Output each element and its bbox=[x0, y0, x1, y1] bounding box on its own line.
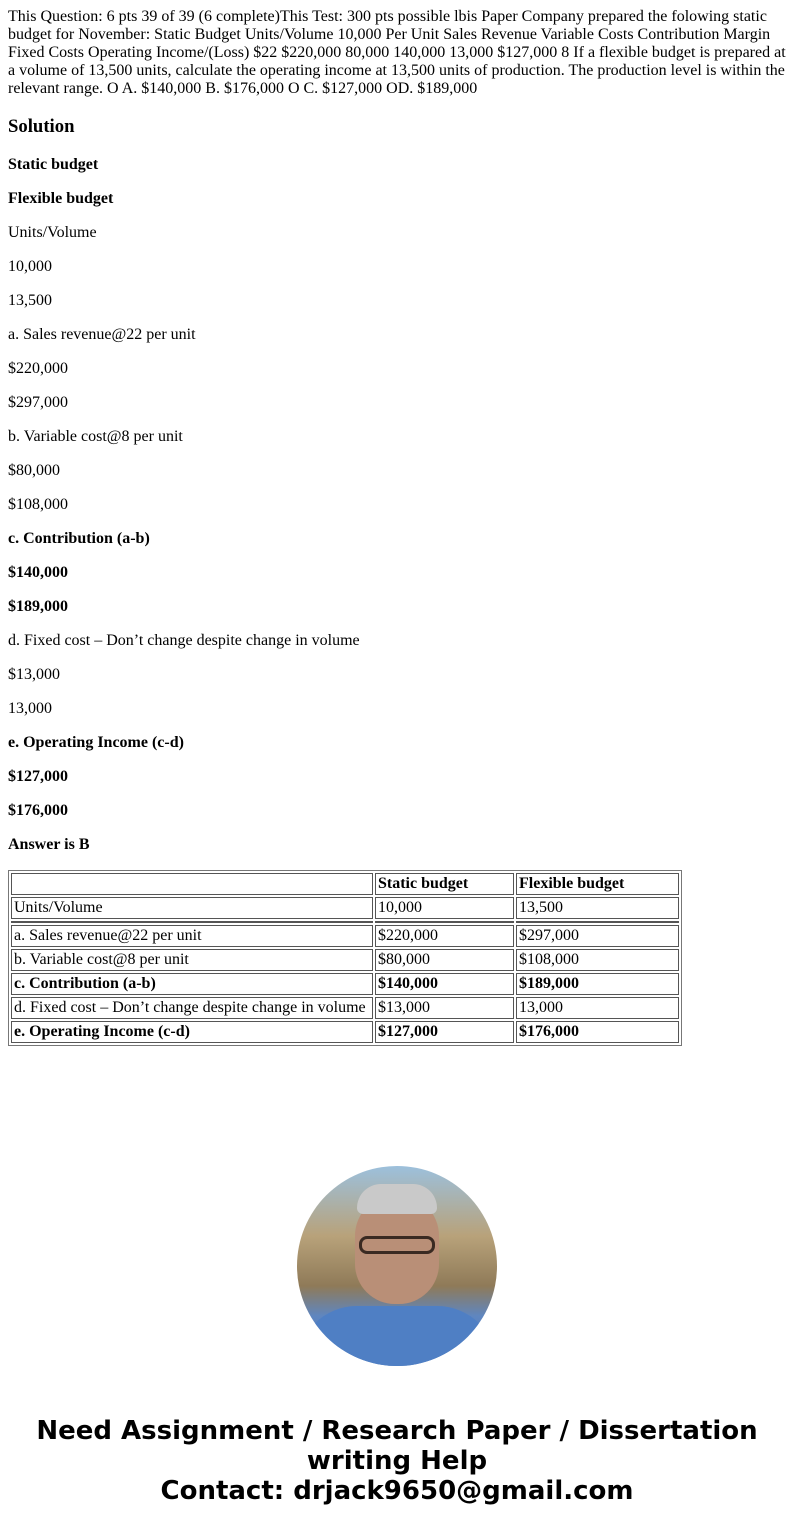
solution-line: Answer is B bbox=[8, 836, 90, 853]
solution-line: $13,000 bbox=[8, 666, 60, 683]
table-row bbox=[11, 925, 679, 947]
table-cell: 10,000 bbox=[375, 897, 514, 919]
solution-line: 10,000 bbox=[8, 258, 52, 275]
footer-help-text: Need Assignment / Research Paper / Dissertation writing Help bbox=[36, 1416, 758, 1476]
table-row bbox=[11, 1021, 679, 1043]
table-cell: $176,000 bbox=[516, 1021, 679, 1043]
table-row bbox=[11, 973, 679, 995]
table-row bbox=[11, 949, 679, 971]
footer-banner bbox=[8, 1416, 786, 1506]
table-cell: d. Fixed cost – Don’t change despite change in volume bbox=[11, 997, 373, 1019]
budget-table bbox=[8, 870, 682, 1046]
solution-line: c. Contribution (a-b) bbox=[8, 530, 150, 547]
solution-line: $176,000 bbox=[8, 802, 68, 819]
solution-line: 13,500 bbox=[8, 292, 52, 309]
table-cell: 13,000 bbox=[516, 997, 679, 1019]
table-cell: a. Sales revenue@22 per unit bbox=[11, 925, 373, 947]
table-cell: $297,000 bbox=[516, 925, 679, 947]
solution-line: a. Sales revenue@22 per unit bbox=[8, 326, 196, 343]
table-header-row bbox=[11, 873, 679, 895]
solution-line: b. Variable cost@8 per unit bbox=[8, 428, 183, 445]
solution-line: $127,000 bbox=[8, 768, 68, 785]
table-cell: $80,000 bbox=[375, 949, 514, 971]
table-cell: b. Variable cost@8 per unit bbox=[11, 949, 373, 971]
table-cell: c. Contribution (a-b) bbox=[11, 973, 373, 995]
author-avatar bbox=[297, 1166, 497, 1366]
table-separator bbox=[11, 921, 679, 923]
solution-line: $220,000 bbox=[8, 360, 68, 377]
table-cell: $13,000 bbox=[375, 997, 514, 1019]
table-cell: $127,000 bbox=[375, 1021, 514, 1043]
table-header-cell: Flexible budget bbox=[516, 873, 679, 895]
solution-line: $80,000 bbox=[8, 462, 60, 479]
solution-heading: Solution bbox=[8, 116, 75, 137]
table-cell: e. Operating Income (c-d) bbox=[11, 1021, 373, 1043]
solution-line: Static budget bbox=[8, 156, 99, 173]
solution-line: Flexible budget bbox=[8, 190, 114, 207]
table-header-cell bbox=[11, 873, 373, 895]
question-text: This Question: 6 pts 39 of 39 (6 complete)This Test: 300 pts possible lbis Paper Company prepared the folowing static budget for November: Static Budget Units/Volume 10,000 Per Unit Sales Revenue Variable Costs Contribution Margin Fixed Costs Operating Income/(Loss) $22 $220,000 80,000 140,000 13,000 $127,000 8 If a flexible budget is prepared at a volume of 13,500 units, calculate the operating income at 13,500 units of production. The production level is within the relevant range. O A. $140,000 B. $176,000 O C. $127,000 OD. $189,000 bbox=[8, 8, 786, 97]
solution-line: 13,000 bbox=[8, 700, 52, 717]
table-row bbox=[11, 997, 679, 1019]
solution-line: $140,000 bbox=[8, 564, 68, 581]
table-cell: $108,000 bbox=[516, 949, 679, 971]
solution-line: Units/Volume bbox=[8, 224, 97, 241]
table-cell: 13,500 bbox=[516, 897, 679, 919]
solution-line: $297,000 bbox=[8, 394, 68, 411]
table-cell: Units/Volume bbox=[11, 897, 373, 919]
table-row bbox=[11, 897, 679, 919]
table-cell: $189,000 bbox=[516, 973, 679, 995]
table-cell: $220,000 bbox=[375, 925, 514, 947]
solution-line: $189,000 bbox=[8, 598, 68, 615]
table-cell: $140,000 bbox=[375, 973, 514, 995]
table-header-cell: Static budget bbox=[375, 873, 514, 895]
solution-line: $108,000 bbox=[8, 496, 68, 513]
footer-contact: Contact: drjack9650@gmail.com bbox=[160, 1476, 634, 1506]
solution-paragraphs bbox=[8, 156, 786, 854]
solution-line: d. Fixed cost – Don’t change despite change in volume bbox=[8, 632, 360, 649]
solution-line: e. Operating Income (c-d) bbox=[8, 734, 184, 751]
